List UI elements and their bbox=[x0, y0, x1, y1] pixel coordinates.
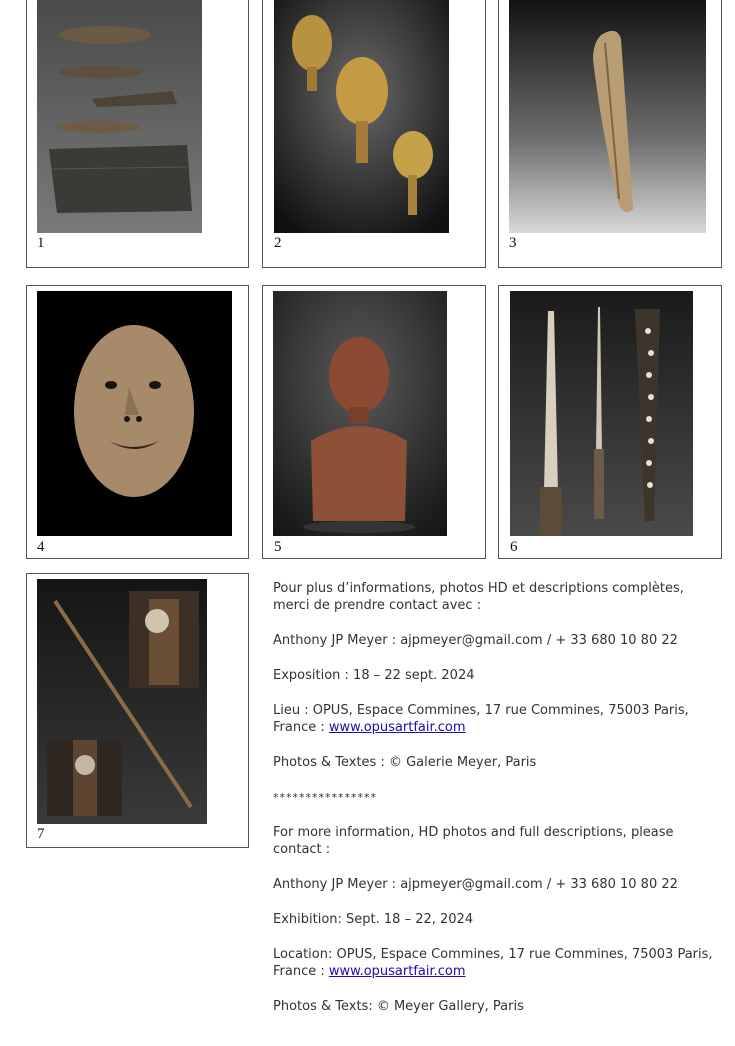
figure-image-3 bbox=[509, 0, 706, 233]
figure-card-6 bbox=[498, 285, 722, 559]
figure-image-6 bbox=[510, 291, 693, 536]
figure-image-2 bbox=[274, 0, 449, 233]
en-exhibition: Exhibition: Sept. 18 – 22, 2024 bbox=[273, 912, 474, 927]
en-credits: Photos & Texts: © Meyer Gallery, Paris bbox=[273, 999, 524, 1014]
figure-number-6: 6 bbox=[510, 539, 518, 555]
separator: **************** bbox=[273, 791, 377, 804]
figure-card-2 bbox=[262, 0, 486, 268]
contact-info bbox=[273, 580, 718, 1033]
figure-image-5 bbox=[273, 291, 447, 536]
figure-image-4 bbox=[37, 291, 232, 536]
figure-card-1 bbox=[26, 0, 249, 268]
figure-number-5: 5 bbox=[274, 539, 282, 555]
fr-location-text: Lieu : OPUS, Espace Commines, 17 rue Commines, 75003 Paris, France : bbox=[273, 703, 689, 735]
fr-location bbox=[273, 702, 718, 736]
figure-number-7: 7 bbox=[37, 826, 45, 842]
en-intro: For more information, HD photos and full descriptions, please contact : bbox=[273, 825, 674, 857]
figure-card-7 bbox=[26, 573, 249, 848]
en-website-link[interactable]: www.opusartfair.com bbox=[328, 964, 466, 979]
figure-number-4: 4 bbox=[37, 539, 45, 555]
en-location-text: Location: OPUS, Espace Commines, 17 rue Commines, 75003 Paris, France : bbox=[273, 947, 713, 979]
figure-card-4 bbox=[26, 285, 249, 559]
figure-image-1 bbox=[37, 0, 202, 233]
en-location bbox=[273, 946, 718, 980]
figure-number-3: 3 bbox=[509, 235, 517, 251]
figure-image-7 bbox=[37, 579, 207, 824]
fr-exhibition: Exposition : 18 – 22 sept. 2024 bbox=[273, 668, 475, 683]
fr-website-link[interactable]: www.opusartfair.com bbox=[328, 720, 466, 735]
en-contact: Anthony JP Meyer : ajpmeyer@gmail.com / + 33 680 10 80 22 bbox=[273, 877, 678, 892]
fr-credits: Photos & Textes : © Galerie Meyer, Paris bbox=[273, 755, 537, 770]
figure-card-5 bbox=[262, 285, 486, 559]
figure-card-3 bbox=[498, 0, 722, 268]
figure-number-2: 2 bbox=[274, 235, 282, 251]
fr-intro: Pour plus d’informations, photos HD et descriptions complètes, merci de prendre contact avec : bbox=[273, 581, 684, 613]
fr-contact: Anthony JP Meyer : ajpmeyer@gmail.com / + 33 680 10 80 22 bbox=[273, 633, 678, 648]
figure-number-1: 1 bbox=[37, 235, 45, 251]
